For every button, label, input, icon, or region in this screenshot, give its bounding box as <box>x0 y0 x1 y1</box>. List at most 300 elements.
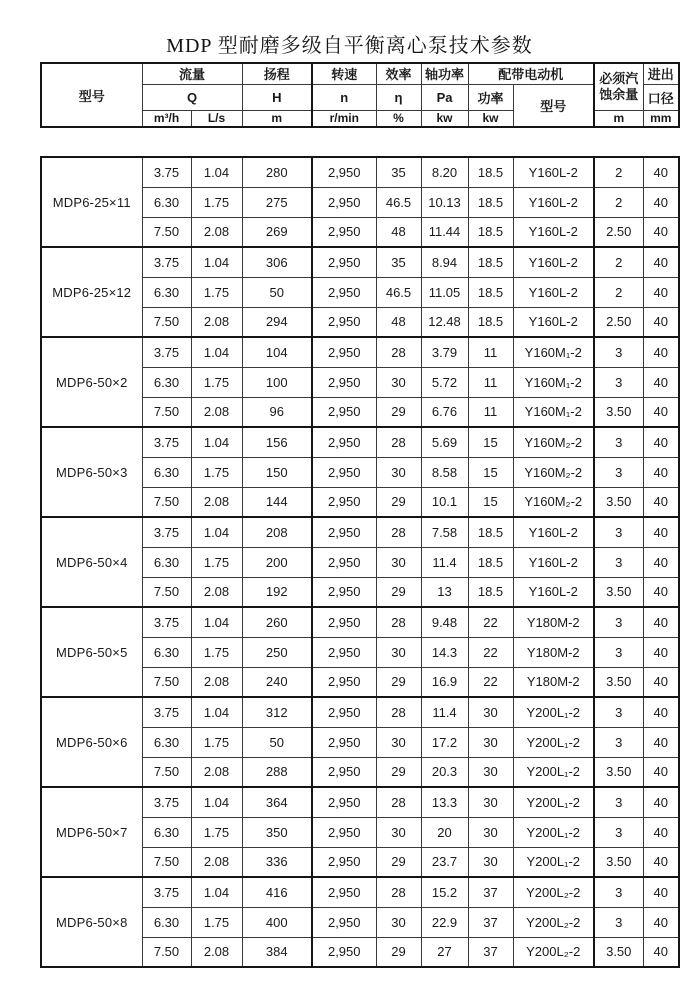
cell-shaft_power_kw: 16.9 <box>421 667 468 697</box>
cell-head_m: 269 <box>242 217 312 247</box>
cell-port_mm: 40 <box>643 307 679 337</box>
cell-motor_model: Y160L-2 <box>513 277 594 307</box>
cell-head_m: 400 <box>242 907 312 937</box>
header-shaft-power: 轴功率 <box>421 63 468 84</box>
cell-head_m: 384 <box>242 937 312 967</box>
cell-port_mm: 40 <box>643 187 679 217</box>
cell-port_mm: 40 <box>643 577 679 607</box>
cell-flow_m3h: 6.30 <box>142 727 191 757</box>
cell-flow_m3h: 7.50 <box>142 847 191 877</box>
cell-speed_rpm: 2,950 <box>312 367 376 397</box>
cell-efficiency_pct: 30 <box>376 547 421 577</box>
cell-shaft_power_kw: 8.20 <box>421 157 468 187</box>
cell-head_m: 250 <box>242 637 312 667</box>
cell-shaft_power_kw: 6.76 <box>421 397 468 427</box>
cell-efficiency_pct: 28 <box>376 787 421 817</box>
cell-flow_m3h: 3.75 <box>142 337 191 367</box>
cell-npsh_m: 2.50 <box>594 307 643 337</box>
cell-flow_m3h: 7.50 <box>142 757 191 787</box>
cell-speed_rpm: 2,950 <box>312 247 376 277</box>
cell-npsh_m: 3.50 <box>594 757 643 787</box>
cell-flow_ls: 1.04 <box>191 697 242 727</box>
cell-npsh_m: 2 <box>594 277 643 307</box>
cell-flow_m3h: 6.30 <box>142 367 191 397</box>
header-model: 型号 <box>41 63 142 127</box>
cell-head_m: 275 <box>242 187 312 217</box>
cell-shaft_power_kw: 10.13 <box>421 187 468 217</box>
cell-motor_model: Y160M₁-2 <box>513 367 594 397</box>
header-speed-unit: r/min <box>312 110 376 127</box>
cell-motor_model: Y180M-2 <box>513 607 594 637</box>
cell-motor_power_kw: 18.5 <box>468 307 513 337</box>
cell-shaft_power_kw: 10.1 <box>421 487 468 517</box>
cell-port_mm: 40 <box>643 877 679 907</box>
cell-efficiency_pct: 35 <box>376 247 421 277</box>
cell-motor_power_kw: 18.5 <box>468 217 513 247</box>
cell-motor_model: Y200L₂-2 <box>513 907 594 937</box>
cell-flow_ls: 1.75 <box>191 907 242 937</box>
cell-motor_model: Y200L₂-2 <box>513 937 594 967</box>
cell-speed_rpm: 2,950 <box>312 607 376 637</box>
cell-motor_power_kw: 15 <box>468 487 513 517</box>
cell-port_mm: 40 <box>643 217 679 247</box>
cell-efficiency_pct: 48 <box>376 217 421 247</box>
cell-motor_model: Y200L₁-2 <box>513 787 594 817</box>
cell-head_m: 416 <box>242 877 312 907</box>
cell-motor_model: Y160L-2 <box>513 247 594 277</box>
cell-npsh_m: 3 <box>594 727 643 757</box>
cell-speed_rpm: 2,950 <box>312 457 376 487</box>
cell-motor_power_kw: 18.5 <box>468 157 513 187</box>
cell-shaft_power_kw: 20.3 <box>421 757 468 787</box>
cell-head_m: 336 <box>242 847 312 877</box>
cell-motor_power_kw: 18.5 <box>468 577 513 607</box>
cell-shaft_power_kw: 9.48 <box>421 607 468 637</box>
cell-motor_power_kw: 18.5 <box>468 277 513 307</box>
cell-motor_power_kw: 37 <box>468 877 513 907</box>
cell-speed_rpm: 2,950 <box>312 187 376 217</box>
cell-port_mm: 40 <box>643 397 679 427</box>
cell-efficiency_pct: 48 <box>376 307 421 337</box>
cell-flow_m3h: 3.75 <box>142 697 191 727</box>
cell-shaft_power_kw: 22.9 <box>421 907 468 937</box>
cell-efficiency_pct: 28 <box>376 427 421 457</box>
cell-flow_ls: 1.75 <box>191 817 242 847</box>
cell-flow_m3h: 6.30 <box>142 187 191 217</box>
cell-speed_rpm: 2,950 <box>312 877 376 907</box>
header-npsh-unit: m <box>594 110 643 127</box>
cell-flow_m3h: 6.30 <box>142 637 191 667</box>
cell-shaft_power_kw: 27 <box>421 937 468 967</box>
cell-efficiency_pct: 29 <box>376 667 421 697</box>
cell-shaft_power_kw: 7.58 <box>421 517 468 547</box>
cell-speed_rpm: 2,950 <box>312 517 376 547</box>
pump-model-cell: MDP6-50×8 <box>41 877 142 967</box>
cell-head_m: 144 <box>242 487 312 517</box>
header-efficiency-symbol: η <box>376 84 421 110</box>
cell-motor_power_kw: 15 <box>468 457 513 487</box>
cell-npsh_m: 3 <box>594 787 643 817</box>
cell-speed_rpm: 2,950 <box>312 427 376 457</box>
cell-head_m: 280 <box>242 157 312 187</box>
cell-flow_m3h: 7.50 <box>142 397 191 427</box>
cell-efficiency_pct: 28 <box>376 337 421 367</box>
header-port-unit: mm <box>643 110 679 127</box>
cell-head_m: 50 <box>242 277 312 307</box>
cell-npsh_m: 3.50 <box>594 397 643 427</box>
header-port-line1: 进出 <box>643 63 679 84</box>
cell-motor_model: Y160M₂-2 <box>513 427 594 457</box>
cell-npsh_m: 3 <box>594 607 643 637</box>
cell-motor_power_kw: 11 <box>468 337 513 367</box>
cell-speed_rpm: 2,950 <box>312 397 376 427</box>
header-flow: 流量 <box>142 63 242 84</box>
cell-motor_model: Y200L₁-2 <box>513 757 594 787</box>
cell-motor_model: Y160L-2 <box>513 217 594 247</box>
cell-motor_model: Y180M-2 <box>513 637 594 667</box>
cell-speed_rpm: 2,950 <box>312 847 376 877</box>
cell-port_mm: 40 <box>643 547 679 577</box>
cell-shaft_power_kw: 11.4 <box>421 547 468 577</box>
cell-port_mm: 40 <box>643 787 679 817</box>
cell-port_mm: 40 <box>643 937 679 967</box>
cell-motor_power_kw: 30 <box>468 697 513 727</box>
cell-flow_m3h: 3.75 <box>142 517 191 547</box>
cell-flow_ls: 1.04 <box>191 607 242 637</box>
cell-flow_m3h: 6.30 <box>142 907 191 937</box>
header-npsh <box>594 63 643 110</box>
cell-speed_rpm: 2,950 <box>312 487 376 517</box>
cell-flow_m3h: 7.50 <box>142 487 191 517</box>
cell-speed_rpm: 2,950 <box>312 907 376 937</box>
cell-motor_model: Y200L₂-2 <box>513 877 594 907</box>
cell-npsh_m: 3 <box>594 457 643 487</box>
cell-flow_m3h: 3.75 <box>142 157 191 187</box>
cell-motor_power_kw: 18.5 <box>468 187 513 217</box>
cell-motor_model: Y160L-2 <box>513 187 594 217</box>
cell-efficiency_pct: 29 <box>376 487 421 517</box>
header-npsh-line1: 必须汽 <box>599 70 639 86</box>
cell-speed_rpm: 2,950 <box>312 937 376 967</box>
pump-model-cell: MDP6-50×3 <box>41 427 142 517</box>
cell-head_m: 312 <box>242 697 312 727</box>
cell-flow_ls: 2.08 <box>191 847 242 877</box>
header-motor-model: 型号 <box>513 84 594 127</box>
cell-efficiency_pct: 28 <box>376 607 421 637</box>
cell-flow_ls: 2.08 <box>191 307 242 337</box>
cell-shaft_power_kw: 11.05 <box>421 277 468 307</box>
cell-flow_m3h: 6.30 <box>142 547 191 577</box>
cell-port_mm: 40 <box>643 727 679 757</box>
cell-motor_model: Y160M₁-2 <box>513 397 594 427</box>
cell-efficiency_pct: 46.5 <box>376 187 421 217</box>
cell-npsh_m: 3 <box>594 547 643 577</box>
cell-flow_m3h: 7.50 <box>142 577 191 607</box>
cell-motor_model: Y160M₂-2 <box>513 457 594 487</box>
cell-flow_m3h: 3.75 <box>142 427 191 457</box>
cell-motor_model: Y200L₁-2 <box>513 727 594 757</box>
header-head: 扬程 <box>242 63 312 84</box>
cell-npsh_m: 3 <box>594 817 643 847</box>
cell-efficiency_pct: 28 <box>376 697 421 727</box>
cell-head_m: 150 <box>242 457 312 487</box>
cell-npsh_m: 3 <box>594 337 643 367</box>
cell-motor_power_kw: 37 <box>468 907 513 937</box>
cell-flow_ls: 2.08 <box>191 487 242 517</box>
cell-flow_ls: 2.08 <box>191 667 242 697</box>
cell-efficiency_pct: 30 <box>376 907 421 937</box>
header-shaft-power-unit: kw <box>421 110 468 127</box>
header-motor-power-unit: kw <box>468 110 513 127</box>
pump-model-cell: MDP6-25×11 <box>41 157 142 247</box>
cell-motor_power_kw: 11 <box>468 367 513 397</box>
cell-port_mm: 40 <box>643 907 679 937</box>
cell-flow_ls: 1.75 <box>191 457 242 487</box>
cell-flow_m3h: 7.50 <box>142 937 191 967</box>
cell-head_m: 192 <box>242 577 312 607</box>
cell-npsh_m: 2.50 <box>594 217 643 247</box>
header-port-line2: 口径 <box>643 84 679 110</box>
cell-efficiency_pct: 30 <box>376 367 421 397</box>
cell-npsh_m: 3 <box>594 877 643 907</box>
cell-motor_power_kw: 30 <box>468 817 513 847</box>
cell-flow_ls: 2.08 <box>191 577 242 607</box>
pump-model-cell: MDP6-50×2 <box>41 337 142 427</box>
cell-flow_ls: 1.04 <box>191 337 242 367</box>
cell-speed_rpm: 2,950 <box>312 787 376 817</box>
cell-motor_power_kw: 30 <box>468 787 513 817</box>
cell-head_m: 156 <box>242 427 312 457</box>
pump-model-cell: MDP6-25×12 <box>41 247 142 337</box>
cell-shaft_power_kw: 5.69 <box>421 427 468 457</box>
cell-flow_m3h: 7.50 <box>142 217 191 247</box>
cell-motor_model: Y160L-2 <box>513 547 594 577</box>
cell-efficiency_pct: 28 <box>376 517 421 547</box>
cell-speed_rpm: 2,950 <box>312 157 376 187</box>
cell-motor_model: Y200L₁-2 <box>513 817 594 847</box>
cell-flow_m3h: 6.30 <box>142 457 191 487</box>
header-head-unit: m <box>242 110 312 127</box>
header-flow-unit-ls: L/s <box>191 110 242 127</box>
cell-head_m: 50 <box>242 727 312 757</box>
cell-efficiency_pct: 29 <box>376 757 421 787</box>
cell-flow_ls: 1.75 <box>191 547 242 577</box>
cell-speed_rpm: 2,950 <box>312 217 376 247</box>
cell-port_mm: 40 <box>643 667 679 697</box>
cell-port_mm: 40 <box>643 607 679 637</box>
cell-speed_rpm: 2,950 <box>312 637 376 667</box>
cell-npsh_m: 2 <box>594 187 643 217</box>
cell-port_mm: 40 <box>643 487 679 517</box>
cell-shaft_power_kw: 3.79 <box>421 337 468 367</box>
cell-head_m: 240 <box>242 667 312 697</box>
cell-npsh_m: 3.50 <box>594 937 643 967</box>
header-flow-unit-m3h: m³/h <box>142 110 191 127</box>
cell-npsh_m: 3 <box>594 427 643 457</box>
spec-table-body <box>40 156 680 968</box>
cell-flow_ls: 1.04 <box>191 787 242 817</box>
cell-motor_power_kw: 18.5 <box>468 547 513 577</box>
cell-port_mm: 40 <box>643 847 679 877</box>
cell-motor_power_kw: 22 <box>468 637 513 667</box>
cell-shaft_power_kw: 11.4 <box>421 697 468 727</box>
cell-npsh_m: 3 <box>594 367 643 397</box>
cell-npsh_m: 3.50 <box>594 667 643 697</box>
cell-motor_power_kw: 30 <box>468 727 513 757</box>
cell-port_mm: 40 <box>643 517 679 547</box>
cell-motor_model: Y160M₁-2 <box>513 337 594 367</box>
cell-shaft_power_kw: 20 <box>421 817 468 847</box>
cell-port_mm: 40 <box>643 157 679 187</box>
cell-motor_power_kw: 22 <box>468 607 513 637</box>
header-speed: 转速 <box>312 63 376 84</box>
cell-efficiency_pct: 29 <box>376 577 421 607</box>
cell-speed_rpm: 2,950 <box>312 337 376 367</box>
pump-model-cell: MDP6-50×7 <box>41 787 142 877</box>
header-efficiency-unit: % <box>376 110 421 127</box>
cell-efficiency_pct: 30 <box>376 817 421 847</box>
header-shaft-power-symbol: Pa <box>421 84 468 110</box>
cell-flow_m3h: 3.75 <box>142 787 191 817</box>
cell-efficiency_pct: 28 <box>376 877 421 907</box>
cell-head_m: 260 <box>242 607 312 637</box>
cell-flow_ls: 2.08 <box>191 217 242 247</box>
cell-npsh_m: 3.50 <box>594 847 643 877</box>
cell-speed_rpm: 2,950 <box>312 667 376 697</box>
cell-motor_model: Y200L₁-2 <box>513 697 594 727</box>
pump-model-cell: MDP6-50×5 <box>41 607 142 697</box>
cell-flow_ls: 1.04 <box>191 877 242 907</box>
header-motor: 配带电动机 <box>468 63 594 84</box>
cell-speed_rpm: 2,950 <box>312 727 376 757</box>
cell-motor_model: Y180M-2 <box>513 667 594 697</box>
cell-shaft_power_kw: 23.7 <box>421 847 468 877</box>
cell-efficiency_pct: 29 <box>376 847 421 877</box>
cell-head_m: 364 <box>242 787 312 817</box>
cell-efficiency_pct: 29 <box>376 397 421 427</box>
header-head-symbol: H <box>242 84 312 110</box>
cell-head_m: 96 <box>242 397 312 427</box>
cell-efficiency_pct: 30 <box>376 637 421 667</box>
cell-flow_ls: 2.08 <box>191 397 242 427</box>
cell-speed_rpm: 2,950 <box>312 697 376 727</box>
cell-flow_ls: 1.75 <box>191 367 242 397</box>
cell-shaft_power_kw: 8.58 <box>421 457 468 487</box>
cell-efficiency_pct: 30 <box>376 727 421 757</box>
cell-head_m: 100 <box>242 367 312 397</box>
cell-speed_rpm: 2,950 <box>312 757 376 787</box>
cell-motor_power_kw: 22 <box>468 667 513 697</box>
header-motor-power: 功率 <box>468 84 513 110</box>
cell-motor_power_kw: 11 <box>468 397 513 427</box>
cell-motor_model: Y160L-2 <box>513 157 594 187</box>
cell-shaft_power_kw: 14.3 <box>421 637 468 667</box>
cell-motor_power_kw: 30 <box>468 847 513 877</box>
cell-motor_model: Y160M₂-2 <box>513 487 594 517</box>
cell-motor_power_kw: 37 <box>468 937 513 967</box>
cell-shaft_power_kw: 11.44 <box>421 217 468 247</box>
cell-flow_m3h: 3.75 <box>142 607 191 637</box>
cell-efficiency_pct: 35 <box>376 157 421 187</box>
cell-flow_ls: 2.08 <box>191 937 242 967</box>
cell-shaft_power_kw: 17.2 <box>421 727 468 757</box>
cell-port_mm: 40 <box>643 277 679 307</box>
cell-npsh_m: 3 <box>594 697 643 727</box>
cell-speed_rpm: 2,950 <box>312 577 376 607</box>
cell-flow_ls: 1.04 <box>191 427 242 457</box>
header-speed-symbol: n <box>312 84 376 110</box>
cell-flow_m3h: 7.50 <box>142 667 191 697</box>
cell-flow_ls: 1.04 <box>191 157 242 187</box>
pump-model-cell: MDP6-50×6 <box>41 697 142 787</box>
cell-motor_power_kw: 18.5 <box>468 517 513 547</box>
cell-flow_ls: 1.75 <box>191 187 242 217</box>
header-npsh-line2: 蚀余量 <box>599 86 639 102</box>
pump-model-cell: MDP6-50×4 <box>41 517 142 607</box>
cell-port_mm: 40 <box>643 427 679 457</box>
cell-motor_power_kw: 30 <box>468 757 513 787</box>
cell-flow_ls: 1.75 <box>191 637 242 667</box>
cell-flow_m3h: 3.75 <box>142 247 191 277</box>
cell-flow_ls: 1.04 <box>191 517 242 547</box>
cell-motor_model: Y160L-2 <box>513 517 594 547</box>
page-title: MDP 型耐磨多级自平衡离心泵技术参数 <box>166 35 533 57</box>
cell-npsh_m: 3.50 <box>594 487 643 517</box>
cell-flow_ls: 2.08 <box>191 757 242 787</box>
spec-table-header <box>40 62 680 128</box>
cell-head_m: 288 <box>242 757 312 787</box>
cell-motor_model: Y160L-2 <box>513 577 594 607</box>
cell-npsh_m: 3 <box>594 517 643 547</box>
cell-head_m: 208 <box>242 517 312 547</box>
cell-head_m: 294 <box>242 307 312 337</box>
cell-shaft_power_kw: 5.72 <box>421 367 468 397</box>
cell-port_mm: 40 <box>643 757 679 787</box>
cell-flow_m3h: 6.30 <box>142 277 191 307</box>
cell-flow_ls: 1.04 <box>191 247 242 277</box>
cell-npsh_m: 3 <box>594 637 643 667</box>
cell-speed_rpm: 2,950 <box>312 817 376 847</box>
cell-head_m: 104 <box>242 337 312 367</box>
cell-flow_ls: 1.75 <box>191 277 242 307</box>
cell-npsh_m: 2 <box>594 247 643 277</box>
cell-npsh_m: 3 <box>594 907 643 937</box>
cell-shaft_power_kw: 8.94 <box>421 247 468 277</box>
cell-speed_rpm: 2,950 <box>312 307 376 337</box>
cell-flow_ls: 1.75 <box>191 727 242 757</box>
cell-head_m: 350 <box>242 817 312 847</box>
cell-motor_model: Y160L-2 <box>513 307 594 337</box>
cell-motor_model: Y200L₁-2 <box>513 847 594 877</box>
header-efficiency: 效率 <box>376 63 421 84</box>
header-flow-symbol: Q <box>142 84 242 110</box>
cell-flow_m3h: 3.75 <box>142 877 191 907</box>
cell-npsh_m: 2 <box>594 157 643 187</box>
cell-port_mm: 40 <box>643 337 679 367</box>
cell-npsh_m: 3.50 <box>594 577 643 607</box>
cell-port_mm: 40 <box>643 247 679 277</box>
cell-port_mm: 40 <box>643 457 679 487</box>
pump-table-rows <box>41 157 679 967</box>
cell-shaft_power_kw: 13.3 <box>421 787 468 817</box>
cell-efficiency_pct: 30 <box>376 457 421 487</box>
cell-motor_power_kw: 15 <box>468 427 513 457</box>
cell-flow_m3h: 7.50 <box>142 307 191 337</box>
cell-shaft_power_kw: 12.48 <box>421 307 468 337</box>
cell-speed_rpm: 2,950 <box>312 547 376 577</box>
cell-port_mm: 40 <box>643 817 679 847</box>
cell-shaft_power_kw: 13 <box>421 577 468 607</box>
